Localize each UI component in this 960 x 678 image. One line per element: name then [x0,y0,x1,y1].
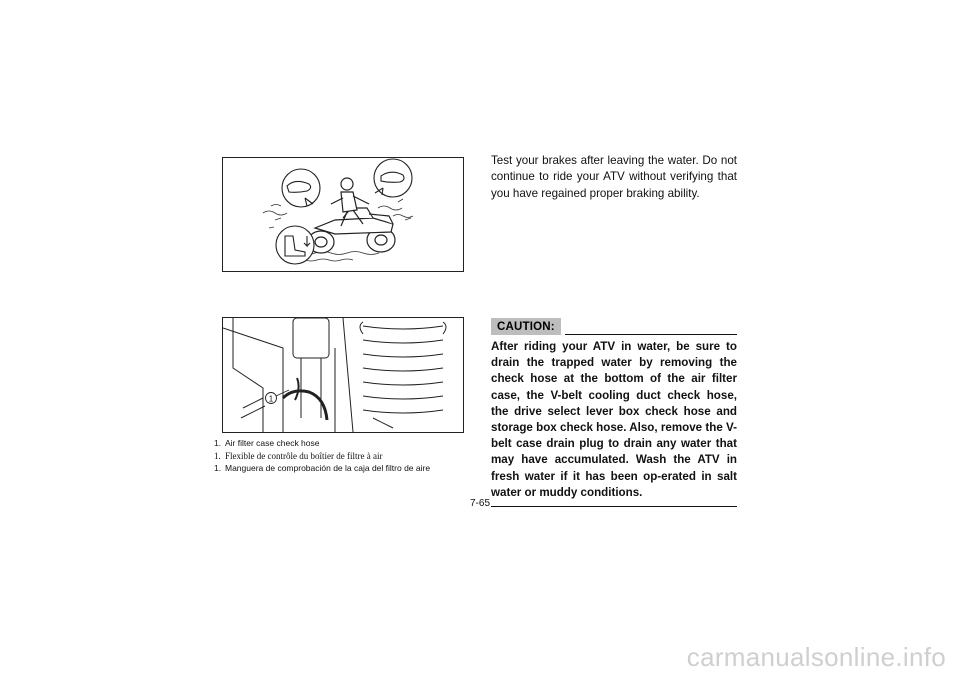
air-filter-hose-photo-illustration [222,317,464,433]
caution-label: CAUTION: [491,318,561,335]
caution-header [491,317,737,335]
caution-text: After riding your ATV in water, be sure to drain the trapped water by removing the check hose at the bottom of the air filter case, the V-belt cooling duct check hose, the drive select lever box check hose and storage box check hose. Also, remove the V-belt case drain plug to drain any water that may have accumulated. Wash the ATV in fresh water if it has been op-erated in salt water or muddy conditions. [491,340,737,499]
caption-english: 1. Air filter case check hose [214,438,320,448]
caption-french: 1. Flexible de contrôle du boîtier de filtre à air [214,450,383,461]
atv-water-illustration [222,157,464,272]
page-number: 7-65 [469,498,490,509]
caption-spanish: 1. Manguera de comprobación de la caja del filtro de aire [214,463,431,473]
watermark: carmanualsonline.info [686,642,946,672]
caution-top-rule [565,334,737,335]
brake-test-paragraph: Test your brakes after leaving the water. Do not continue to ride your ATV without verifying that you have regained proper braking ability. [491,154,737,200]
caution-block [491,317,737,507]
atv-drawing [223,158,463,271]
hose-drawing [223,318,463,432]
figure-captions [214,437,474,475]
svg-text:1: 1 [268,394,274,404]
